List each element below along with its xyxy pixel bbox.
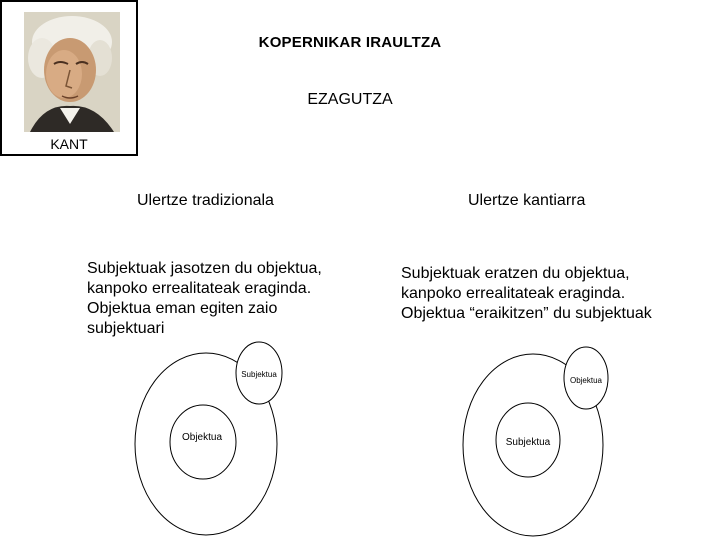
left-column-heading: Ulertze tradizionala <box>137 192 274 209</box>
right-inner-circle-label: Subjektua <box>505 437 551 448</box>
right-small-circle-label: Objektua <box>569 376 603 385</box>
description-line: Subjektuak jasotzen du objektua, <box>87 260 322 277</box>
description-line: subjektuari <box>87 320 165 337</box>
description-line: Objektua eman egiten zaio <box>87 300 278 317</box>
left-small-circle-label: Subjektua <box>241 370 277 379</box>
right-column-heading: Ulertze kantiarra <box>468 192 586 209</box>
description-line: Subjektuak eratzen du objektua, <box>401 265 630 282</box>
description-line: kanpoko errealitateak eraginda. <box>87 280 312 297</box>
portrait-caption: KANT <box>50 136 88 152</box>
page-subtitle: EZAGUTZA <box>307 91 393 108</box>
page-title: KOPERNIKAR IRAULTZA <box>258 34 442 51</box>
left-inner-circle-label: Objektua <box>181 432 223 443</box>
description-line: Objektua “eraikitzen” du subjektuak <box>401 305 652 322</box>
description-line: kanpoko errealitateak eraginda. <box>401 285 626 302</box>
